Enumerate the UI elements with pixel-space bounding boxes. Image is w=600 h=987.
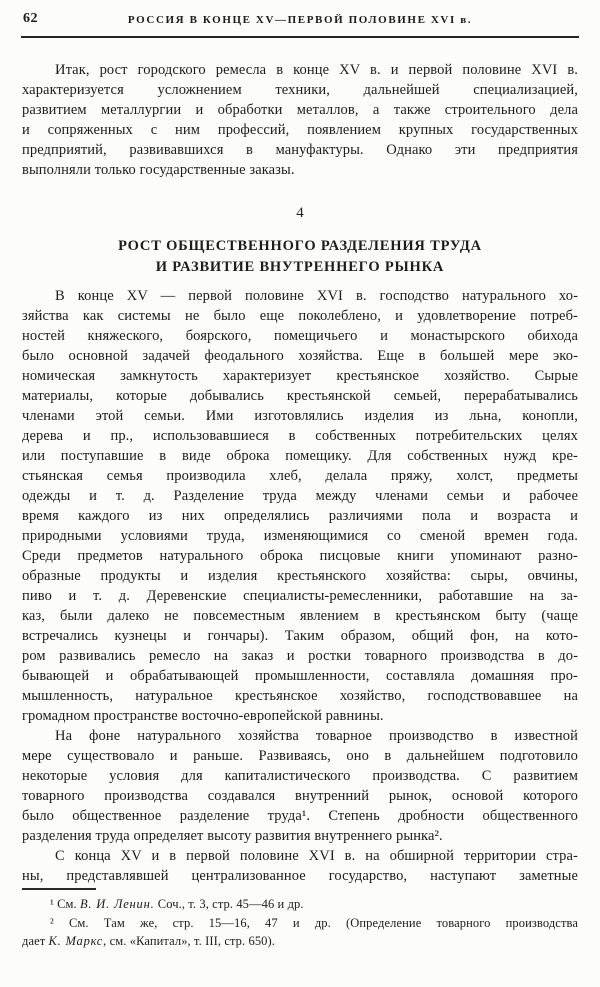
text-line: ностей княжеского, боярского, помещичьего и монастырского обихода (22, 328, 578, 344)
text-line: зяйства как системы не было еще поколеблено, и удовлетворение потреб- (22, 308, 578, 324)
page-header (0, 0, 600, 36)
section-title-line-2: И РАЗВИТИЕ ВНУТРЕННЕГО РЫНКА (155, 259, 445, 275)
text-line: и сопряженных с ним профессий, появлением крупных государственных (22, 122, 578, 138)
text-line (22, 932, 578, 951)
text-line: образные продукты и изделия крестьянского хозяйства: сыры, овчины, (22, 568, 578, 584)
footnotes (22, 895, 578, 951)
text-segment: дает (22, 934, 49, 948)
footnote-2 (22, 914, 578, 951)
text-line: встречались кузнецы и гончары). Таким образом, общий фон, на кото- (22, 628, 578, 644)
text-line (22, 914, 578, 933)
header-rule (21, 36, 579, 38)
text-block (22, 60, 578, 886)
text-line: мере существовало и раньше. Развиваясь, оно в дальнейшем подготовило (22, 748, 578, 764)
text-line: мышленность, натуральное крестьянское хозяйство, господствовавшее на (22, 688, 578, 704)
text-line: дерева и пр., использовавшиеся в собственных потребительских целях (22, 428, 578, 444)
text-line: предприятий, развивавшихся в мануфактуры. Однако эти предприятия (22, 142, 578, 158)
body-paragraph-2 (22, 726, 578, 846)
text-line: характеризуется усложнением техники, дальнейшей специализацией, (22, 82, 578, 98)
text-line: стьянская семья производила хлеб, делала пряжу, холст, предметы (22, 468, 578, 484)
section-title-line-1: РОСТ ОБЩЕСТВЕННОГО РАЗДЕЛЕНИЯ ТРУДА (118, 238, 482, 254)
text-line: выполняли только государственные заказы. (22, 162, 295, 178)
text-line: Итак, рост городского ремесла в конце XV в. и первой половине XVI в. (55, 62, 578, 78)
section-number: 4 (296, 205, 304, 221)
text-line: одежды и т. д. Разделение труда между членами семьи и рабочее (22, 488, 578, 504)
text-line: Среди предметов натурального оброка писцовые книги упоминают разно- (22, 548, 578, 564)
text-line: природными условиями труда, изменяющимися со сменой времен года. (22, 528, 578, 544)
text-line: членами этой семьи. Ими изготовлялись изделия из льна, конопли, (22, 408, 578, 424)
footnote-1 (22, 895, 578, 914)
text-line: развитием металлургии и обработки металлов, а также строительного дела (22, 102, 578, 118)
text-line (22, 895, 578, 914)
intro-paragraph (22, 60, 578, 180)
text-segment: , см. «Капитал», т. III, стр. 650). (103, 934, 276, 948)
text-line: некоторые условия для капиталистического производства. С развитием (22, 768, 578, 784)
body-paragraph-1 (22, 286, 578, 726)
footnote-rule (22, 888, 96, 890)
text-line: бывающей и обрабатывающей промышленности, составляла домашняя про- (22, 668, 578, 684)
text-line: время каждого из них определялись различиями пола и возраста и (22, 508, 578, 524)
text-segment: ¹ См. (50, 897, 80, 911)
text-line: ром развивались ремесло на заказ и ростки товарного производства в до- (22, 648, 578, 664)
text-line: На фоне натурального хозяйства товарное производство в известной (55, 728, 578, 744)
text-line: товарного производства создавался внутренний рынок, основой которого (22, 788, 578, 804)
text-line: В конце XV — первой половине XVI в. господство натурального хо- (55, 288, 578, 304)
text-segment: Соч., т. 3, стр. 45—46 и др. (154, 897, 304, 911)
text-line: громадном пространстве восточно-европейской равнины. (22, 708, 384, 724)
page-number: 62 (23, 11, 38, 26)
text-line: разделения труда определяет высоту развития внутреннего рынка². (22, 828, 443, 844)
text-line: ны, представлявшей централизованное государство, наступают заметные (22, 868, 578, 884)
italic-citation-name: В. И. Ленин. (79, 897, 155, 911)
running-title: РОССИЯ В КОНЦЕ XV—ПЕРВОЙ ПОЛОВИНЕ XVI в. (127, 14, 473, 26)
text-line: или поступавшие в виде оброка помещику. Для собственных нужд кре- (22, 448, 578, 464)
text-segment: ² См. Там же, стр. 15—16, 47 и др. (Определение товарного производства (50, 915, 578, 930)
text-line: материалы, которые добывались крестьянской семьей, перерабатывались (22, 388, 578, 404)
text-line: номическая замкнутость характеризует крестьянское хозяйство. Сырые (22, 368, 578, 384)
body-paragraph-3 (22, 846, 578, 886)
section-title (22, 236, 578, 278)
text-line: каз, были далеко не повсеместным явлением в крестьянском быту (чаще (22, 608, 578, 624)
text-line: было общественное разделение труда¹. Степень дробности общественного (22, 808, 578, 824)
text-line: С конца XV и в первой половине XVI в. на обширной территории стра- (55, 848, 578, 864)
italic-citation-name: К. Маркс (48, 934, 104, 948)
text-line: было основной задачей феодального хозяйства. Еще в большей мере эко- (22, 348, 578, 364)
text-line: пиво и т. д. Деревенские специалисты-ремесленники, работавшие на за- (22, 588, 578, 604)
